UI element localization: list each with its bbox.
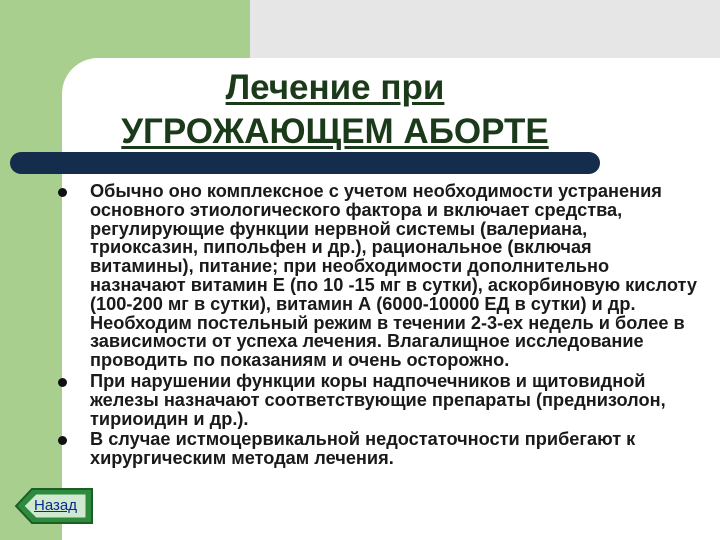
title-divider-bar [10,152,600,174]
slide-title [95,66,575,154]
bullet-icon [58,436,67,445]
title-line-2: УГРОЖАЮЩЕМ АБОРТЕ [121,112,549,151]
back-button[interactable] [14,487,94,525]
list-item [58,430,698,468]
bullet-list [58,182,698,468]
bullet-icon [58,188,67,197]
list-item [58,182,698,370]
title-line-1: Лечение при [225,68,445,107]
list-item [58,372,698,428]
back-button-label: Назад [34,497,77,514]
list-item-text: В случае истмоцервикальной недостаточности прибегают к хирургическим методам лечения. [90,429,636,469]
bullet-icon [58,378,67,387]
list-item-text: Обычно оно комплексное с учетом необходимости устранения основного этиологического фактора и включает средства, регулирующие функции нервной системы (валериана, триоксазин, пипольфен и др.), рациональное (включая витамины), питание; при необходимости дополнительно назначают витамин Е (по 10 -15 мг в сутки), аскорбиновую кислоту (100-200 мг в сутки), витамин А (6000-10000 ЕД в сутки) и др. Необходим постельный режим в течении 2-3-ех недель и более в зависимости от успеха лечения. Влагалищное исследование проводить по показаниям и очень осторожно. [90,181,698,371]
list-item-text: При нарушении функции коры надпочечников и щитовидной железы назначают соответствующие препараты (преднизолон, тириоидин и др.). [90,370,666,429]
